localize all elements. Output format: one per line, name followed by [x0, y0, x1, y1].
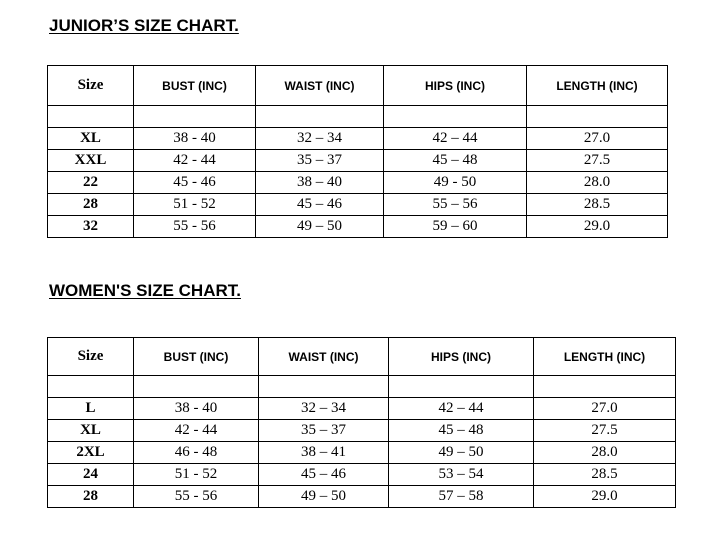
- table-header-row: [48, 66, 668, 106]
- header-bust: BUST (INC): [134, 338, 259, 376]
- waist-cell: 49 – 50: [259, 486, 389, 508]
- waist-cell: 32 – 34: [256, 128, 384, 150]
- size-cell: XXL: [48, 150, 134, 172]
- table-row: [48, 464, 676, 486]
- junior-size-table: [47, 65, 668, 238]
- hips-cell: 57 – 58: [389, 486, 534, 508]
- size-cell: XL: [48, 128, 134, 150]
- blank-row: [48, 106, 668, 128]
- blank-cell: [259, 376, 389, 398]
- table-row: [48, 172, 668, 194]
- hips-cell: 45 – 48: [384, 150, 527, 172]
- waist-cell: 35 – 37: [256, 150, 384, 172]
- junior-size-chart-title: JUNIOR’S SIZE CHART.: [49, 16, 239, 35]
- size-cell: 24: [48, 464, 134, 486]
- size-cell: 28: [48, 194, 134, 216]
- header-size: Size: [48, 66, 134, 106]
- table-row: [48, 398, 676, 420]
- women-size-table: [47, 337, 676, 508]
- header-length: LENGTH (INC): [534, 338, 676, 376]
- hips-cell: 49 – 50: [389, 442, 534, 464]
- table-row: [48, 194, 668, 216]
- length-cell: 28.5: [527, 194, 668, 216]
- hips-cell: 55 – 56: [384, 194, 527, 216]
- length-cell: 28.5: [534, 464, 676, 486]
- blank-cell: [534, 376, 676, 398]
- header-length: LENGTH (INC): [527, 66, 668, 106]
- length-cell: 28.0: [534, 442, 676, 464]
- bust-cell: 38 - 40: [134, 398, 259, 420]
- size-cell: 32: [48, 216, 134, 238]
- size-cell: 2XL: [48, 442, 134, 464]
- table-header-row: [48, 338, 676, 376]
- table-row: [48, 128, 668, 150]
- waist-cell: 38 – 40: [256, 172, 384, 194]
- length-cell: 28.0: [527, 172, 668, 194]
- table-row: [48, 442, 676, 464]
- waist-cell: 38 – 41: [259, 442, 389, 464]
- blank-cell: [384, 106, 527, 128]
- header-hips: HIPS (INC): [384, 66, 527, 106]
- header-hips: HIPS (INC): [389, 338, 534, 376]
- blank-cell: [134, 376, 259, 398]
- bust-cell: 38 - 40: [134, 128, 256, 150]
- table-row: [48, 420, 676, 442]
- bust-cell: 55 - 56: [134, 216, 256, 238]
- bust-cell: 51 - 52: [134, 194, 256, 216]
- length-cell: 27.0: [527, 128, 668, 150]
- blank-cell: [134, 106, 256, 128]
- table-row: [48, 216, 668, 238]
- header-size: Size: [48, 338, 134, 376]
- bust-cell: 45 - 46: [134, 172, 256, 194]
- bust-cell: 42 - 44: [134, 150, 256, 172]
- table-row: [48, 150, 668, 172]
- hips-cell: 53 – 54: [389, 464, 534, 486]
- table-row: [48, 486, 676, 508]
- hips-cell: 42 – 44: [384, 128, 527, 150]
- size-cell: 28: [48, 486, 134, 508]
- hips-cell: 49 - 50: [384, 172, 527, 194]
- blank-cell: [389, 376, 534, 398]
- women-rows: [48, 398, 676, 508]
- blank-cell: [48, 106, 134, 128]
- junior-rows: [48, 128, 668, 238]
- length-cell: 29.0: [527, 216, 668, 238]
- header-waist: WAIST (INC): [256, 66, 384, 106]
- size-cell: 22: [48, 172, 134, 194]
- women-size-chart-title: WOMEN'S SIZE CHART.: [49, 281, 241, 300]
- length-cell: 29.0: [534, 486, 676, 508]
- hips-cell: 42 – 44: [389, 398, 534, 420]
- waist-cell: 45 – 46: [256, 194, 384, 216]
- bust-cell: 46 - 48: [134, 442, 259, 464]
- bust-cell: 51 - 52: [134, 464, 259, 486]
- waist-cell: 49 – 50: [256, 216, 384, 238]
- header-bust: BUST (INC): [134, 66, 256, 106]
- waist-cell: 32 – 34: [259, 398, 389, 420]
- waist-cell: 35 – 37: [259, 420, 389, 442]
- bust-cell: 55 - 56: [134, 486, 259, 508]
- blank-cell: [48, 376, 134, 398]
- bust-cell: 42 - 44: [134, 420, 259, 442]
- length-cell: 27.5: [534, 420, 676, 442]
- header-waist: WAIST (INC): [259, 338, 389, 376]
- hips-cell: 45 – 48: [389, 420, 534, 442]
- length-cell: 27.5: [527, 150, 668, 172]
- size-cell: XL: [48, 420, 134, 442]
- blank-cell: [256, 106, 384, 128]
- hips-cell: 59 – 60: [384, 216, 527, 238]
- waist-cell: 45 – 46: [259, 464, 389, 486]
- length-cell: 27.0: [534, 398, 676, 420]
- blank-row: [48, 376, 676, 398]
- size-cell: L: [48, 398, 134, 420]
- blank-cell: [527, 106, 668, 128]
